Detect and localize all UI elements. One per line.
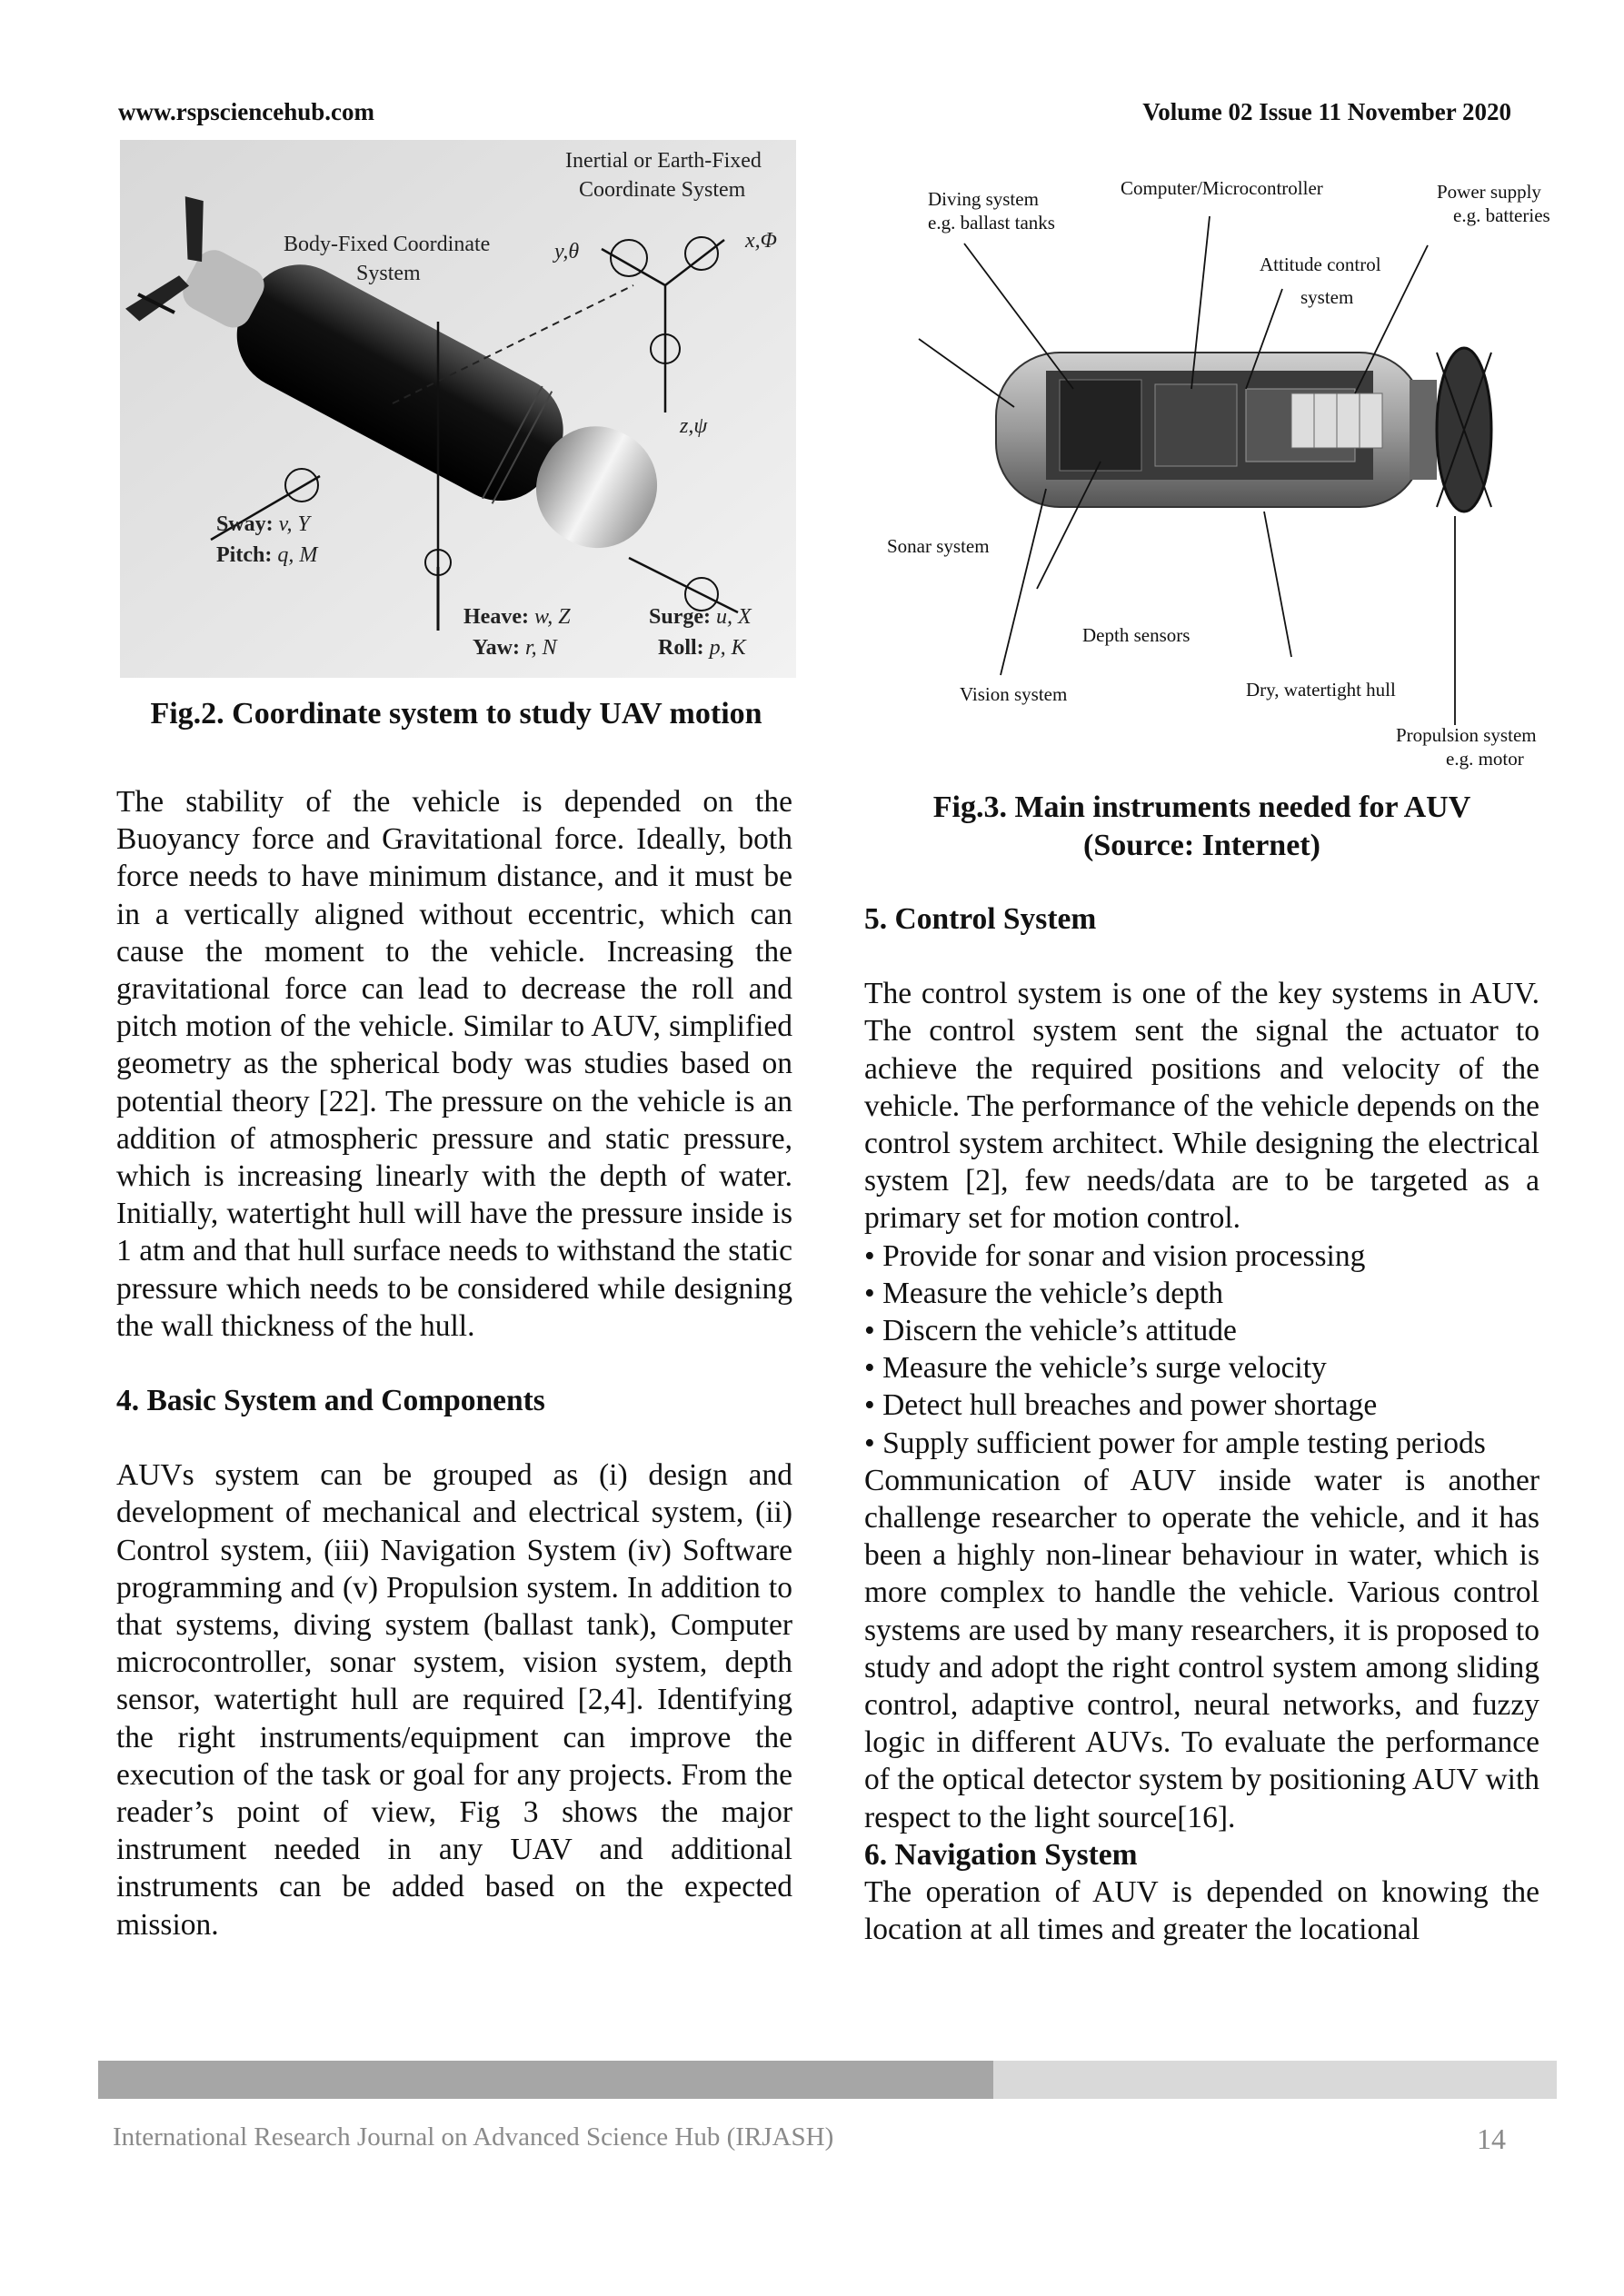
section-6-heading: 6. Navigation System (864, 1837, 1138, 1872)
svg-text:Heave: w, Z (463, 605, 571, 629)
fig2-body-label-1: Body-Fixed Coordinate (284, 233, 491, 256)
journal-name: International Research Journal on Advanced Science Hub (IRJASH) (113, 2122, 834, 2152)
section-5-heading: 5. Control System (864, 902, 1097, 936)
section-4-heading: 4. Basic System and Components (116, 1384, 545, 1418)
right-paragraph-1: The control system is one of the key systems in AUV. The control system sent the signal the actuator to achieve the required positions and velocity of the vehicle. The performance of the vehicle depends on the control system architect. While designing the electrical system [2], few needs/data are to be targeted as a primary set for motion control. (864, 977, 1539, 1236)
footer-bar-dark (98, 2061, 993, 2099)
list-item: • Measure the vehicle’s surge velocity (864, 1351, 1327, 1386)
list-item: • Provide for sonar and vision processing (864, 1238, 1366, 1273)
figure-2-image (120, 140, 796, 678)
control-needs-list (864, 1237, 1539, 1462)
fig2-pitch-vals: q, M (272, 543, 318, 567)
fig2-heave-label: Heave: (463, 605, 529, 629)
fig2-surge-vals: u, X (711, 605, 752, 629)
figure-3-caption (864, 789, 1539, 865)
fig2-yaw-label: Yaw: (473, 636, 520, 660)
fig2-y-theta: y,θ (554, 240, 580, 263)
figure-3-caption-line-1: Fig.3. Main instruments needed for AUV (932, 790, 1471, 824)
fig2-heave-vals: w, Z (528, 605, 571, 629)
svg-text:Pitch: q, M (216, 543, 319, 567)
fig2-yaw-vals: r, N (520, 636, 557, 660)
page-number: 14 (1477, 2122, 1506, 2155)
list-item: • Detect hull breaches and power shortage (864, 1388, 1378, 1423)
fig2-roll-vals: p, K (703, 636, 746, 660)
fig2-sway-label: Sway: (216, 512, 274, 536)
fig3-diving-label-1: Diving system (928, 188, 1039, 210)
fig3-attitude-label-2: system (1300, 286, 1354, 308)
right-column (864, 900, 1539, 1948)
list-item: • Discern the vehicle’s attitude (864, 1314, 1237, 1348)
svg-text:Roll: p, K (658, 636, 748, 660)
fig3-sonar-label: Sonar system (887, 535, 990, 557)
fig3-hull-label: Dry, watertight hull (1246, 679, 1396, 701)
right-paragraph-2: Communication of AUV inside water is another challenge researcher to operate the vehicle, and it has been a highly non-linear behaviour in water, which is more complex to handle the vehicle. Various control systems are used by many researchers, it is proposed to study and adopt the right control system among sliding control, adaptive control, neural networks, and fuzzy logic in different AUVs. To evaluate the performance of the optical detector system by positioning AUV with respect to the light source[16]. (864, 1463, 1539, 1834)
figure-2-caption: Fig.2. Coordinate system to study UAV motion (150, 697, 762, 731)
fig2-inertial-label-1: Inertial or Earth-Fixed (565, 149, 762, 173)
figure-3-image (864, 162, 1550, 780)
fig3-power-label-1: Power supply (1437, 181, 1541, 203)
fig2-inertial-label-2: Coordinate System (579, 178, 746, 202)
fig2-surge-label: Surge: (649, 605, 711, 629)
fig3-propulsion-label-1: Propulsion system (1396, 724, 1537, 746)
left-paragraph-2: AUVs system can be grouped as (i) design and development of mechanical and electrical system, (ii) Control system, (iii) Navigation System (iv) Software programming and (v) Propulsion system. In addition to that systems, diving system (ballast tank), Computer microcontroller, sonar system, vision system, depth sensor, watertight hull are required [2,4]. Identifying the right instruments/equipment can improve the execution of the task or goal for any projects. From the reader’s point of view, Fig 3 shows the major instrument needed in any UAV and additional instruments can be added based on the expected mission. (116, 1458, 792, 1942)
fig3-power-label-2: e.g. batteries (1453, 204, 1550, 226)
fig3-computer-label: Computer/Microcontroller (1121, 177, 1323, 199)
fig3-propulsion-label-2: e.g. motor (1446, 748, 1524, 770)
left-paragraph-1: The stability of the vehicle is depended on the Buoyancy force and Gravitational force. Ideally, both force needs to have minimum distance, and it must be in a vertically aligned without eccentric, which can cause the moment to the vehicle. Increasing the gravitational force can lead to decrease the roll and pitch motion of the vehicle. Similar to AUV, simplified geometry as the spherical body was studies based on potential theory [22]. The pressure on the vehicle is an addition of atmospheric pressure and static pressure, which is increasing linearly with the depth of water. Initially, watertight hull will have the pressure inside is 1 atm and that hull surface needs to withstand the static pressure which needs to be considered while designing the wall thickness of the hull. (116, 785, 792, 1343)
issue-info: Volume 02 Issue 11 November 2020 (1142, 98, 1511, 125)
fig2-roll-label: Roll: (658, 636, 704, 660)
fig2-pitch-label: Pitch: (216, 543, 273, 567)
svg-text:Yaw: r, N (473, 636, 559, 660)
fig3-vision-label: Vision system (960, 683, 1068, 705)
list-item: • Measure the vehicle’s depth (864, 1276, 1223, 1310)
svg-text:Surge: u, X (649, 605, 752, 629)
right-paragraph-3: The operation of AUV is depended on knowing the location at all times and greater the locational (864, 1875, 1539, 1947)
fig3-attitude-label-1: Attitude control (1260, 253, 1381, 275)
fig2-x-phi: x,Φ (745, 229, 777, 253)
fig2-z-psi: z,ψ (680, 414, 708, 438)
figure-3-caption-line-2: (Source: Internet) (1083, 829, 1320, 862)
fig3-depth-label: Depth sensors (1082, 624, 1191, 646)
fig2-sway-vals: v, Y (273, 512, 310, 536)
website-url: www.rspsciencehub.com (118, 98, 374, 125)
svg-text:Sway: v, Y (216, 512, 313, 536)
list-item: • Supply sufficient power for ample testing periods (864, 1426, 1486, 1460)
fig3-diving-label-2: e.g. ballast tanks (928, 212, 1055, 234)
left-column (116, 783, 792, 1943)
fig2-body-label-2: System (356, 262, 421, 285)
footer-bar-light (993, 2061, 1557, 2099)
